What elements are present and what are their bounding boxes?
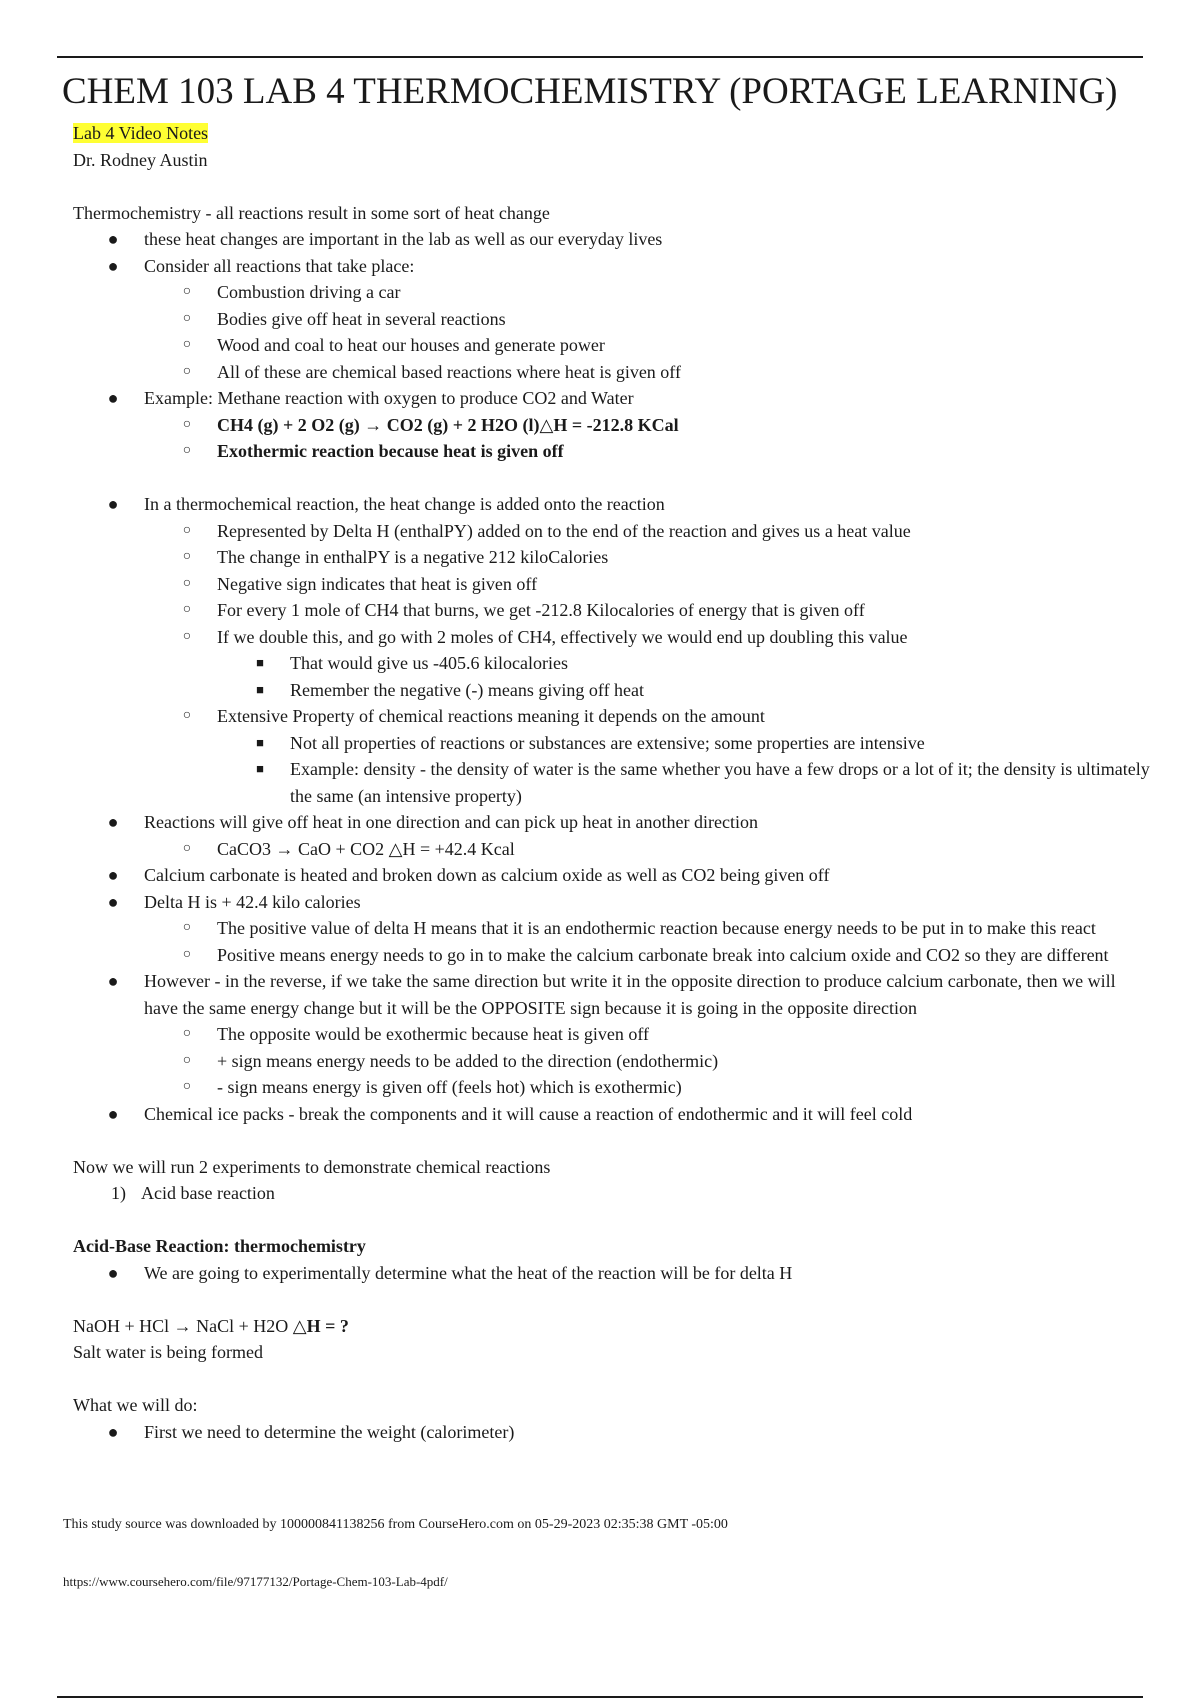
author: Dr. Rodney Austin [73,149,208,170]
source-url[interactable]: https://www.coursehero.com/file/97177132/Portage-Chem-103-Lab-4pdf/ [63,1574,448,1589]
calcium-carbonate-equation: ○ CaCO3 → CaO + CO2 △H = +42.4 Kcal [182,838,515,859]
list-item: ● Example: Methane reaction with oxygen to produce CO2 and Water [107,388,634,408]
list-item: ○ Extensive Property of chemical reactions meaning it depends on the amount [182,706,765,726]
list-item: ○ Wood and coal to heat our houses and generate power [182,335,605,355]
list-item: ● In a thermochemical reaction, the heat change is added onto the reaction [107,494,665,514]
list-item: ● Calcium carbonate is heated and broken down as calcium oxide as well as CO2 being given off [107,865,830,885]
methane-equation: ○ CH4 (g) + 2 O2 (g) → CO2 (g) + 2 H2O (l)△H = -212.8 KCal [182,414,679,435]
numbered-item: 1) Acid base reaction [111,1183,275,1203]
experiments-intro: Now we will run 2 experiments to demonstrate chemical reactions [73,1156,551,1177]
intro-text: Thermochemistry - all reactions result in some sort of heat change [73,202,550,223]
list-item: ● First we need to determine the weight (calorimeter) [107,1421,515,1442]
list-item: ■ Not all properties of reactions or substances are extensive; some properties are intensive [256,732,925,753]
todo-heading: What we will do: [73,1395,198,1415]
list-item: ■ Example: density - the density of water is the same whether you have a few drops or a lot of it; the density is ultimately the same (an intensive property) [256,759,1150,806]
list-item: ○ The change in enthalPY is a negative 212 kiloCalories [182,547,609,567]
list-item: ○ Combustion driving a car [182,282,401,302]
bottom-rule [57,1696,1143,1698]
list-item: ○ + sign means energy needs to be added to the direction (endothermic) [182,1050,719,1071]
exothermic-note: ○ Exothermic reaction because heat is given off [182,441,564,461]
list-item: ■ That would give us -405.6 kilocalories [256,653,568,673]
salt-note: Salt water is being formed [73,1342,263,1362]
list-item: ○ For every 1 mole of CH4 that burns, we get -212.8 Kilocalories of energy that is given off [182,600,865,620]
list-item: ■ Remember the negative (-) means giving off heat [256,679,645,700]
list-item: ● Reactions will give off heat in one direction and can pick up heat in another direction [107,812,758,832]
list-item: ○ Positive means energy needs to go in to make the calcium carbonate break into calcium oxide and CO2 so they are different [182,944,1109,965]
page-title: CHEM 103 LAB 4 THERMOCHEMISTRY (PORTAGE LEARNING) [62,71,1118,112]
list-item: ● Chemical ice packs - break the components and it will cause a reaction of endothermic and it will feel cold [107,1103,913,1124]
section-heading: Acid-Base Reaction: thermochemistry [73,1236,366,1256]
list-item: ○ Bodies give off heat in several reactions [182,308,506,329]
list-item: ○ The positive value of delta H means that it is an endothermic reaction because energy needs to be put in to make this react [182,918,1096,938]
list-item: ○ All of these are chemical based reactions where heat is given off [182,361,681,382]
highlighted-subtitle: Lab 4 Video Notes [73,123,209,143]
neutralization-equation: NaOH + HCl → NaCl + H2O △H = ? [73,1315,349,1336]
list-item: ○ If we double this, and go with 2 moles of CH4, effectively we would end up doubling this value [182,626,908,647]
list-item: ○ Negative sign indicates that heat is given off [182,573,538,594]
list-item: ● Delta H is + 42.4 kilo calories [107,891,361,912]
subtitle [73,120,1153,147]
list-item: ○ Represented by Delta H (enthalPY) added on to the end of the reaction and gives us a heat value [182,520,911,541]
list-item: ● However - in the reverse, if we take the same direction but write it in the opposite direction to produce calcium carbonate, then we will have the same energy change but it will be the OPPOSITE sign because it is going in the opposite direction [107,971,1116,1018]
top-rule [57,56,1143,58]
document-body [73,120,1153,1445]
list-item: ○ The opposite would be exothermic because heat is given off [182,1024,650,1044]
list-item: ● Consider all reactions that take place: [107,255,415,276]
list-item: ● these heat changes are important in the lab as well as our everyday lives [107,229,663,249]
list-item: ○ - sign means energy is given off (feels hot) which is exothermic) [182,1077,682,1097]
list-item: ● We are going to experimentally determine what the heat of the reaction will be for delta H [107,1262,793,1283]
source-footer: This study source was downloaded by 100000841138256 from CourseHero.com on 05-29-2023 02:35:38 GMT -05:00 [63,1517,728,1532]
